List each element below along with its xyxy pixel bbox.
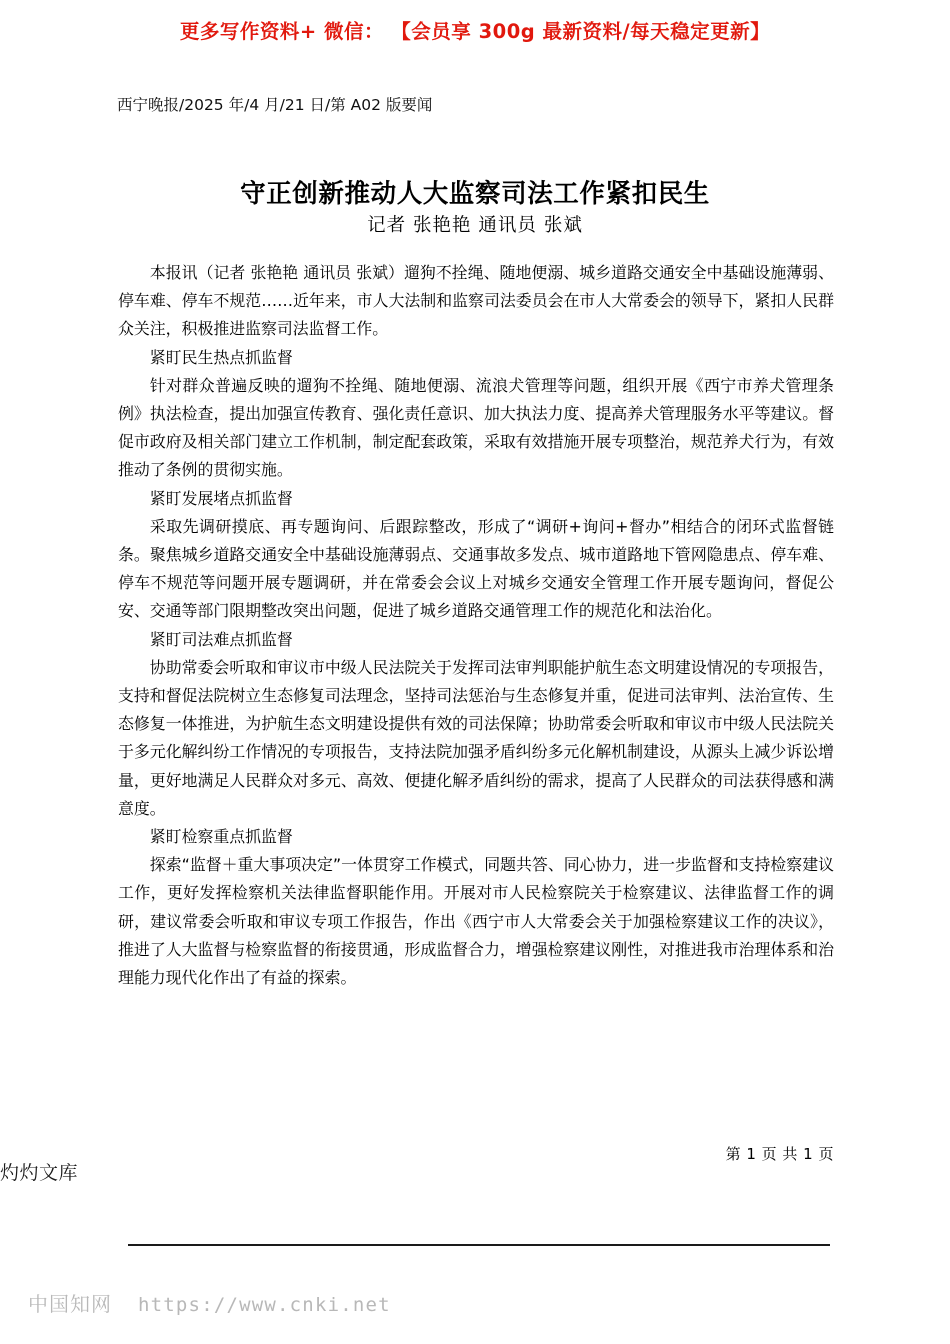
article-paragraph: 针对群众普遍反映的遛狗不拴绳、随地便溺、流浪犬管理等问题，组织开展《西宁市养犬管理条例》执法检查，提出加强宣传教育、强化责任意识、加大执法力度、提高养犬管理服务水平等建议。督促市政府及相关部门建立工作机制，制定配套政策，采取有效措施开展专项整治，规范养犬行为，有效推动了条例的贯彻实施。 — [118, 375, 834, 480]
article-paragraph: 协助常委会听取和审议市中级人民法院关于发挥司法审判职能护航生态文明建设情况的专项报告，支持和督促法院树立生态修复司法理念，坚持司法惩治与生态修复并重，促进司法审判、法治宣传、生态修复一体推进，为护航生态文明建设提供有效的司法保障；协助常委会听取和审议市中级人民法院关于多元化解纠纷工作情况的专项报告，支持法院加强矛盾纠纷多元化解机制建设，从源头上减少诉讼增量，更好地满足人民群众对多元、高效、便捷化解矛盾纠纷的需求，提高了人民群众的司法获得感和满意度。 — [118, 657, 834, 818]
article-subheading: 紧盯司法难点抓监督 — [149, 629, 293, 649]
article-paragraph: 探索“监督＋重大事项决定”一体贯穿工作模式，同题共答、同心协力，进一步监督和支持检察建议工作，更好发挥检察机关法律监督职能作用。开展对市人民检察院关于检察建议、法律监督工作的调研，建议常委会听取和审议专项工作报告，作出《西宁市人大常委会关于加强检察建议工作的决议》，推进了人大监督与检察监督的衔接贯通，形成监督合力，增强检察建议刚性，对推进我市治理体系和治理能力现代化作出了有益的探索。 — [118, 855, 834, 988]
promo-banner-text: 更多写作资料+ 微信： 【会员享 300g 最新资料/每天稳定更新】 — [179, 20, 771, 43]
publication-source-line: 西宁晚报/2025 年/4 月/21 日/第 A02 版要闻 — [117, 96, 433, 114]
article-subheading: 紧盯检察重点抓监督 — [149, 827, 293, 847]
article-body — [118, 259, 834, 992]
cnki-url: https://www.cnki.net — [138, 1294, 391, 1316]
footer-divider — [128, 1244, 830, 1246]
cnki-brand-name: 中国知网 — [28, 1292, 112, 1316]
article-subheading: 紧盯发展堵点抓监督 — [149, 488, 293, 508]
article-paragraph: 本报讯（记者 张艳艳 通讯员 张斌）遛狗不拴绳、随地便溺、城乡道路交通安全中基础设施薄弱、停车难、停车不规范……近年来，市人大法制和监察司法委员会在市人大常委会的领导下，紧扣人民群众关注，积极推进监察司法监督工作。 — [118, 263, 834, 339]
cnki-footer — [28, 1288, 391, 1317]
article-title: 守正创新推动人大监察司法工作紧扣民生 — [240, 179, 710, 210]
article-subheading: 紧盯民生热点抓监督 — [149, 347, 293, 367]
library-watermark: 灼灼文库 — [0, 1162, 79, 1184]
page-number: 第 1 页 共 1 页 — [725, 1145, 834, 1163]
article-byline: 记者 张艳艳 通讯员 张斌 — [367, 215, 583, 236]
article-paragraph: 采取先调研摸底、再专题询问、后跟踪整改，形成了“调研+询问+督办”相结合的闭环式监督链条。聚焦城乡道路交通安全中基础设施薄弱点、交通事故多发点、城市道路地下管网隐患点、停车难、停车不规范等问题开展专题调研，并在常委会会议上对城乡交通安全管理工作开展专题询问，督促公安、交通等部门限期整改突出问题，促进了城乡道路交通管理工作的规范化和法治化。 — [118, 516, 834, 621]
